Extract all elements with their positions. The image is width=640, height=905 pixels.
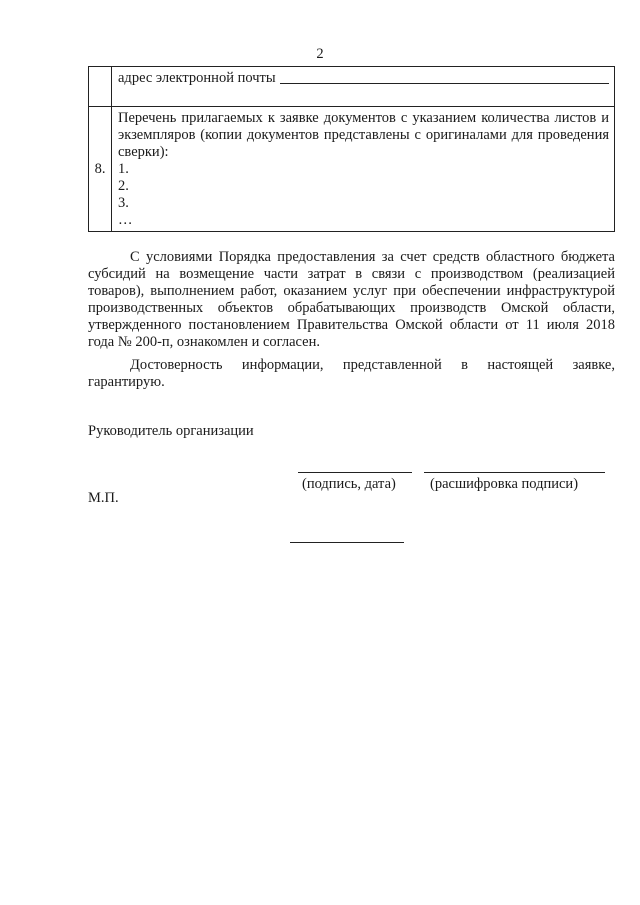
signature-decoding-caption: (расшифровка подписи) xyxy=(430,476,579,492)
list-item: 2. xyxy=(118,178,129,194)
email-label: адрес электронной почты xyxy=(118,70,276,86)
page-number: 2 xyxy=(316,46,324,62)
table-row xyxy=(89,67,615,107)
stamp-place-label: М.П. xyxy=(88,490,119,506)
email-row xyxy=(118,70,609,104)
end-of-document-line xyxy=(290,542,404,543)
consent-paragraph: С условиями Порядка предоставления за счет средств областного бюджета субсидий на возмещение части затрат в связи с производством (реализацией товаров), выполнением работ, оказанием услуг при обеспечении инфраструктурой производственных объектов обрабатывающих производств Омской области, утвержденного постановлением Правительства Омской области от 11 июля 2018 года № 200-п, ознакомлен и согласен. xyxy=(88,249,615,350)
signature-decoding-line xyxy=(424,472,605,473)
row-number-cell: 8. xyxy=(89,107,112,232)
signature-caption: (подпись, дата) xyxy=(302,476,396,492)
list-item: 1. xyxy=(118,161,129,177)
documents-list-text: Перечень прилагаемых к заявке документов с указанием количества листов и экземпляров (копии документов представлены с оригиналами для проведения сверки): xyxy=(118,110,609,160)
guarantee-paragraph: Достоверность информации, представленной в настоящей заявке, гарантирую. xyxy=(88,357,615,390)
email-cell xyxy=(112,67,615,107)
email-fill-line xyxy=(280,70,609,84)
row-number-cell-empty xyxy=(89,67,112,107)
list-item: 3. xyxy=(118,195,129,211)
list-item: … xyxy=(118,212,133,228)
head-of-organization-label: Руководитель организации xyxy=(88,423,254,439)
application-table xyxy=(88,66,615,232)
table-row xyxy=(89,107,615,232)
documents-list-cell xyxy=(112,107,615,232)
signature-line xyxy=(298,472,412,473)
